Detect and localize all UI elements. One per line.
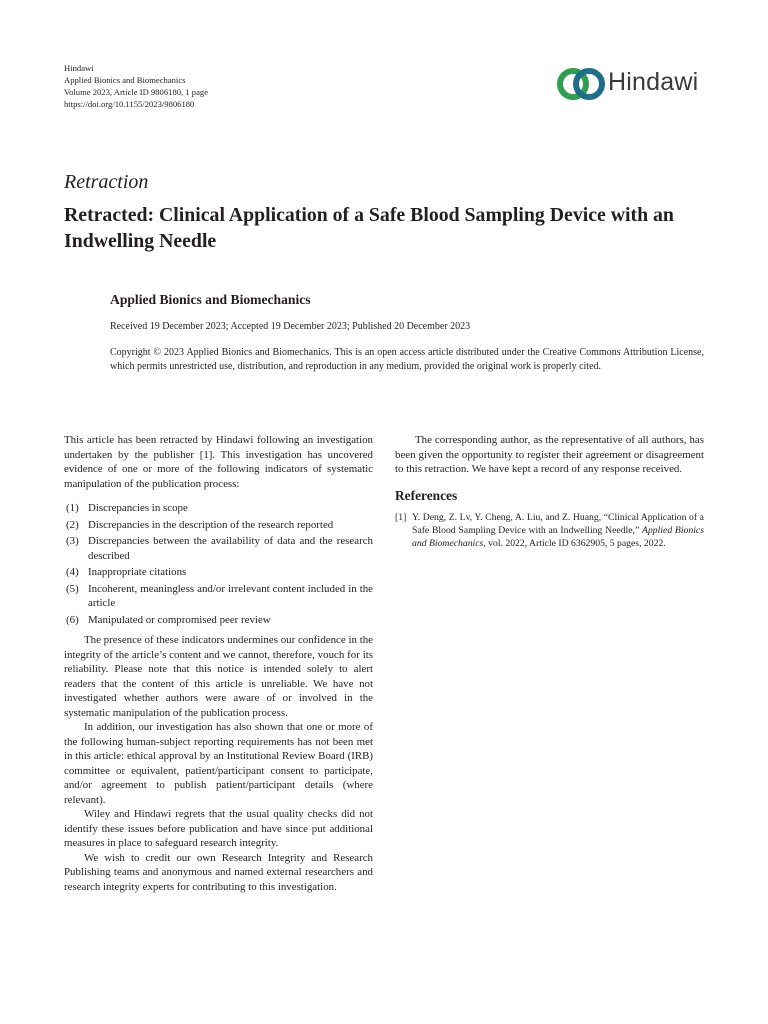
reference-item — [395, 511, 704, 550]
journal-name: Applied Bionics and Biomechanics — [110, 292, 311, 307]
reference-authors: Y. Deng, Z. Lv, Y. Cheng, A. Liu, and Z. Huang, “Clinical Application of a Safe Blood Sampling Device with an Indwelling Needle,” — [412, 512, 704, 536]
journal-name-header: Applied Bionics and Biomechanics — [64, 75, 186, 85]
volume-line: Volume 2023, Article ID 9806180, 1 page — [64, 87, 209, 97]
list-item — [64, 518, 373, 533]
list-item-text: Manipulated or compromised peer review — [88, 613, 271, 626]
list-item — [64, 501, 373, 516]
hindawi-logo — [556, 62, 712, 106]
list-item — [64, 613, 373, 628]
reference-journal: Applied Bionics and Biomechanics — [412, 525, 704, 549]
list-item-number: (5) — [66, 582, 79, 595]
list-item-number: (2) — [66, 518, 79, 531]
list-item — [64, 534, 373, 563]
left-column — [64, 433, 373, 894]
credit-paragraph: We wish to credit our own Research Integrity and Research Publishing teams and anonymous and named external researchers and research integrity experts for contributing to this investigation. — [64, 851, 373, 893]
right-column — [395, 433, 704, 550]
article-meta — [64, 62, 208, 110]
hindawi-logo-text: Hindawi — [608, 68, 699, 96]
indicator-list — [64, 501, 373, 627]
list-item-text: Discrepancies in scope — [88, 502, 188, 514]
reference-text — [412, 511, 704, 550]
list-item-text: Discrepancies between the availability of data and the research described — [88, 535, 373, 562]
reference-number: [1] — [395, 512, 407, 523]
references-heading: References — [395, 487, 458, 503]
author-paragraph: The corresponding author, as the representative of all authors, has been given the opportunity to register their agreement or disagreement to this retraction. We have kept a record of any response received. — [395, 434, 704, 475]
list-item-number: (1) — [66, 502, 79, 514]
publisher-name: Hindawi — [64, 63, 94, 73]
list-item-text: Incoherent, meaningless and/or irrelevant content included in the article — [88, 582, 373, 609]
copyright-notice: Copyright © 2023 Applied Bionics and Biomechanics. This is an open access article distributed under the Creative Commons Attribution License, which permits unrestricted use, distribution, and reproduction in any medium, provided the original work is properly cited. — [110, 347, 704, 372]
presence-paragraph: The presence of these indicators undermines our confidence in the integrity of the article’s content and we cannot, therefore, vouch for its reliability. Please note that this notice is intended solely to alert readers that the content of this article is unreliable. We have not investigated whether authors were aware of or involved in the systematic manipulation of the publication process. — [64, 634, 373, 719]
article-title: Retracted: Clinical Application of a Safe Blood Sampling Device with an Indwelling Needle — [64, 204, 674, 252]
list-item-text: Inappropriate citations — [88, 566, 187, 578]
list-item-number: (6) — [66, 613, 79, 626]
doi-link[interactable]: https://doi.org/10.1155/2023/9806180 — [64, 99, 195, 109]
hindawi-logo-icon — [556, 62, 608, 106]
intro-paragraph: This article has been retracted by Hindawi following an investigation undertaken by the publisher [1]. This investigation has uncovered evidence of one or more of the following indicators of systematic manipulation of the publication process: — [64, 434, 373, 490]
addition-paragraph: In addition, our investigation has also shown that one or more of the following human-subject reporting requirements has not been met in this article: ethical approval by an Institutional Review Board (IRB) committee or equivalent, patient/participant consent to participate, and/or agreement to publish patient/participant details (where relevant). — [64, 721, 373, 806]
list-item — [64, 582, 373, 611]
reference-details: , vol. 2022, Article ID 6362905, 5 pages, 2022. — [483, 538, 666, 549]
list-item-number: (4) — [66, 566, 79, 578]
section-label: Retraction — [64, 171, 149, 193]
list-item-text: Discrepancies in the description of the research reported — [88, 518, 334, 531]
list-item — [64, 565, 373, 580]
publication-dates: Received 19 December 2023; Accepted 19 December 2023; Published 20 December 2023 — [110, 321, 471, 332]
wiley-paragraph: Wiley and Hindawi regrets that the usual quality checks did not identify these issues before publication and have since put additional measures in place to safeguard research integrity. — [64, 808, 373, 849]
list-item-number: (3) — [66, 535, 79, 547]
